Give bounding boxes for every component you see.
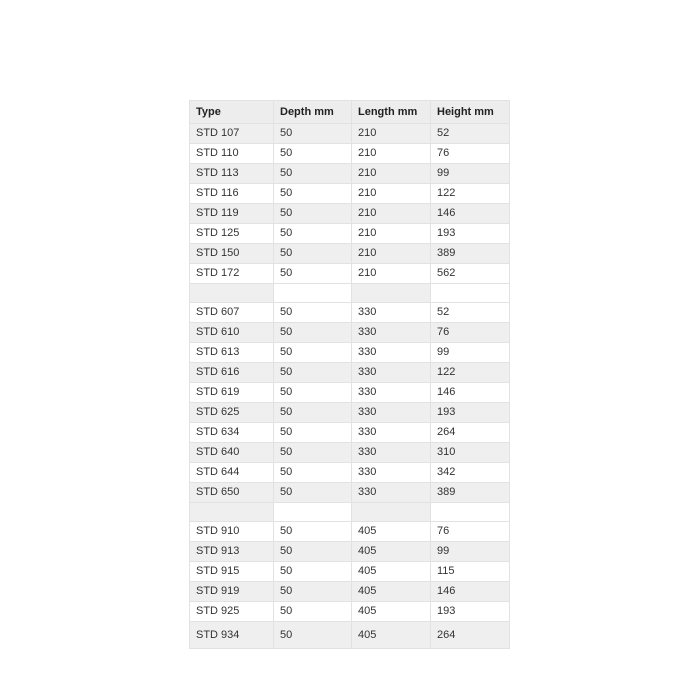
cell-length: 330 xyxy=(352,483,431,503)
cell-height: 99 xyxy=(431,542,510,562)
table-row xyxy=(190,423,510,443)
cell-height: 193 xyxy=(431,224,510,244)
cell-length: 405 xyxy=(352,522,431,542)
table-row xyxy=(190,443,510,463)
column-header-length: Length mm xyxy=(352,101,431,124)
cell-type: STD 172 xyxy=(190,264,274,284)
cell-length: 330 xyxy=(352,423,431,443)
cell-type: STD 910 xyxy=(190,522,274,542)
cell-type: STD 625 xyxy=(190,403,274,423)
cell-height: 76 xyxy=(431,522,510,542)
cell-length xyxy=(352,284,431,303)
cell-type: STD 119 xyxy=(190,204,274,224)
cell-height: 52 xyxy=(431,303,510,323)
cell-depth: 50 xyxy=(274,483,352,503)
cell-type: STD 107 xyxy=(190,124,274,144)
cell-length: 210 xyxy=(352,204,431,224)
cell-length: 330 xyxy=(352,323,431,343)
table-body xyxy=(190,124,510,649)
cell-height: 76 xyxy=(431,144,510,164)
column-header-depth: Depth mm xyxy=(274,101,352,124)
cell-type: STD 150 xyxy=(190,244,274,264)
cell-depth xyxy=(274,284,352,303)
table-spacer-row xyxy=(190,503,510,522)
cell-height: 52 xyxy=(431,124,510,144)
cell-type: STD 915 xyxy=(190,562,274,582)
cell-length: 210 xyxy=(352,164,431,184)
cell-type: STD 634 xyxy=(190,423,274,443)
table-row xyxy=(190,522,510,542)
cell-height: 562 xyxy=(431,264,510,284)
table-row xyxy=(190,562,510,582)
cell-height: 264 xyxy=(431,622,510,649)
cell-depth xyxy=(274,503,352,522)
cell-depth: 50 xyxy=(274,124,352,144)
table-row xyxy=(190,124,510,144)
table-row xyxy=(190,622,510,649)
table-header xyxy=(190,101,510,124)
table-row xyxy=(190,224,510,244)
cell-length: 405 xyxy=(352,542,431,562)
cell-height: 122 xyxy=(431,363,510,383)
cell-type: STD 616 xyxy=(190,363,274,383)
cell-type xyxy=(190,284,274,303)
cell-depth: 50 xyxy=(274,224,352,244)
cell-length: 210 xyxy=(352,144,431,164)
table-row xyxy=(190,343,510,363)
table-row xyxy=(190,542,510,562)
cell-height xyxy=(431,503,510,522)
cell-length: 405 xyxy=(352,582,431,602)
cell-depth: 50 xyxy=(274,343,352,363)
cell-length: 405 xyxy=(352,562,431,582)
cell-length: 210 xyxy=(352,224,431,244)
cell-depth: 50 xyxy=(274,562,352,582)
cell-length: 210 xyxy=(352,184,431,204)
specification-table-container xyxy=(189,100,509,649)
cell-length: 405 xyxy=(352,602,431,622)
cell-depth: 50 xyxy=(274,323,352,343)
cell-depth: 50 xyxy=(274,582,352,602)
cell-type: STD 925 xyxy=(190,602,274,622)
cell-depth: 50 xyxy=(274,363,352,383)
cell-depth: 50 xyxy=(274,264,352,284)
column-header-type: Type xyxy=(190,101,274,124)
cell-height: 99 xyxy=(431,343,510,363)
cell-type: STD 619 xyxy=(190,383,274,403)
cell-height: 146 xyxy=(431,582,510,602)
cell-depth: 50 xyxy=(274,184,352,204)
cell-depth: 50 xyxy=(274,204,352,224)
cell-height: 193 xyxy=(431,602,510,622)
cell-length: 330 xyxy=(352,363,431,383)
cell-type: STD 913 xyxy=(190,542,274,562)
cell-type xyxy=(190,503,274,522)
cell-height: 264 xyxy=(431,423,510,443)
cell-length: 330 xyxy=(352,343,431,363)
cell-height: 146 xyxy=(431,204,510,224)
cell-depth: 50 xyxy=(274,383,352,403)
cell-type: STD 640 xyxy=(190,443,274,463)
cell-type: STD 116 xyxy=(190,184,274,204)
cell-type: STD 607 xyxy=(190,303,274,323)
table-row xyxy=(190,184,510,204)
cell-height: 389 xyxy=(431,483,510,503)
cell-length: 210 xyxy=(352,264,431,284)
table-row xyxy=(190,582,510,602)
cell-type: STD 650 xyxy=(190,483,274,503)
cell-depth: 50 xyxy=(274,164,352,184)
cell-type: STD 125 xyxy=(190,224,274,244)
cell-depth: 50 xyxy=(274,463,352,483)
table-row xyxy=(190,204,510,224)
cell-length: 210 xyxy=(352,124,431,144)
cell-type: STD 613 xyxy=(190,343,274,363)
cell-length: 330 xyxy=(352,443,431,463)
cell-length: 210 xyxy=(352,244,431,264)
cell-type: STD 934 xyxy=(190,622,274,649)
table-row xyxy=(190,463,510,483)
cell-length: 405 xyxy=(352,622,431,649)
table-spacer-row xyxy=(190,284,510,303)
table-row xyxy=(190,244,510,264)
cell-depth: 50 xyxy=(274,403,352,423)
cell-type: STD 110 xyxy=(190,144,274,164)
cell-depth: 50 xyxy=(274,443,352,463)
cell-type: STD 919 xyxy=(190,582,274,602)
table-row xyxy=(190,323,510,343)
cell-length: 330 xyxy=(352,383,431,403)
specification-table xyxy=(189,100,510,649)
table-row xyxy=(190,144,510,164)
cell-height xyxy=(431,284,510,303)
cell-type: STD 113 xyxy=(190,164,274,184)
cell-depth: 50 xyxy=(274,303,352,323)
cell-depth: 50 xyxy=(274,244,352,264)
table-row xyxy=(190,403,510,423)
cell-height: 76 xyxy=(431,323,510,343)
cell-depth: 50 xyxy=(274,423,352,443)
table-row xyxy=(190,602,510,622)
cell-height: 99 xyxy=(431,164,510,184)
table-header-row xyxy=(190,101,510,124)
cell-type: STD 644 xyxy=(190,463,274,483)
cell-type: STD 610 xyxy=(190,323,274,343)
cell-depth: 50 xyxy=(274,622,352,649)
table-row xyxy=(190,303,510,323)
column-header-height: Height mm xyxy=(431,101,510,124)
cell-depth: 50 xyxy=(274,522,352,542)
cell-depth: 50 xyxy=(274,144,352,164)
cell-height: 193 xyxy=(431,403,510,423)
cell-length: 330 xyxy=(352,303,431,323)
cell-height: 122 xyxy=(431,184,510,204)
table-row xyxy=(190,363,510,383)
table-row xyxy=(190,264,510,284)
cell-length: 330 xyxy=(352,463,431,483)
cell-height: 342 xyxy=(431,463,510,483)
cell-height: 310 xyxy=(431,443,510,463)
cell-depth: 50 xyxy=(274,602,352,622)
cell-length xyxy=(352,503,431,522)
cell-height: 389 xyxy=(431,244,510,264)
cell-depth: 50 xyxy=(274,542,352,562)
cell-height: 115 xyxy=(431,562,510,582)
cell-height: 146 xyxy=(431,383,510,403)
table-row xyxy=(190,164,510,184)
table-row xyxy=(190,383,510,403)
table-row xyxy=(190,483,510,503)
cell-length: 330 xyxy=(352,403,431,423)
